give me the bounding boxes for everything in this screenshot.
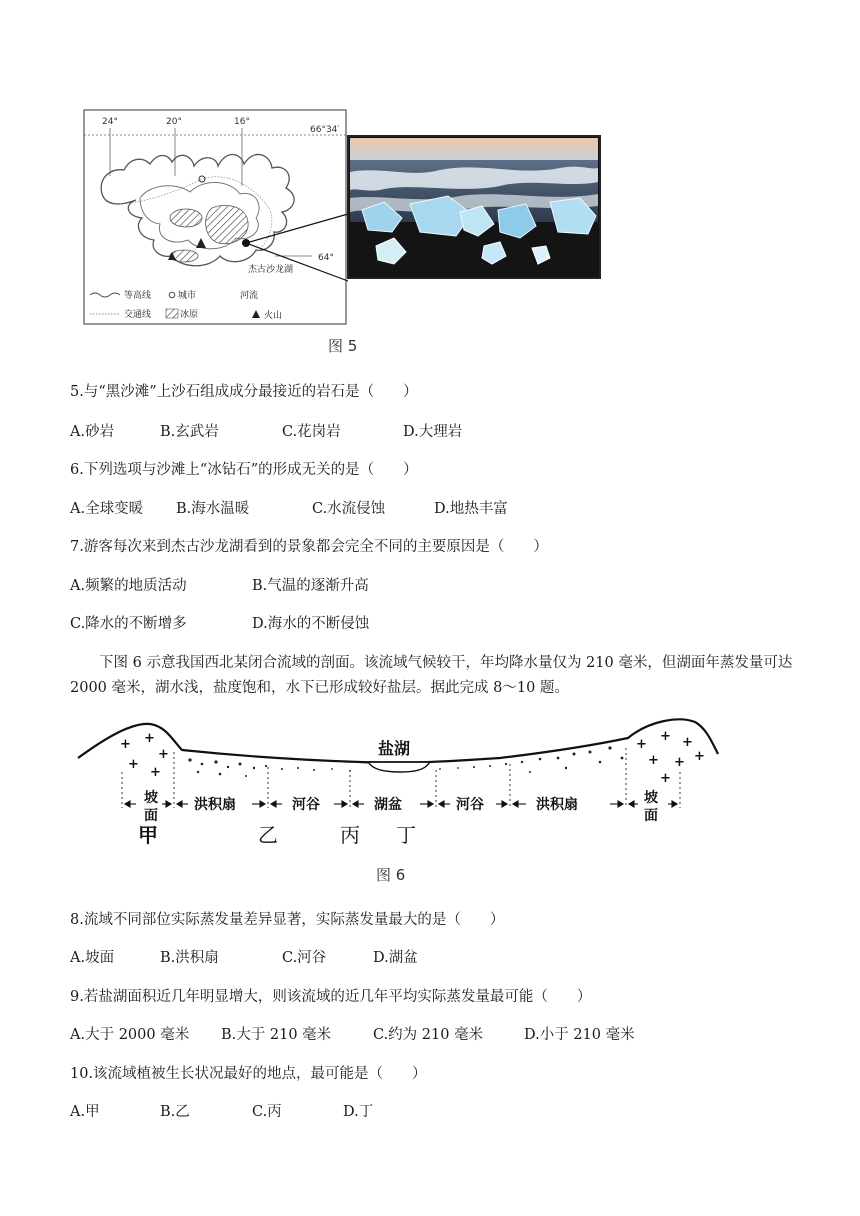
bedrock-mark: + [128,757,139,772]
lon-label: 20° [166,117,182,127]
figure-5-caption: 图 5 [328,337,358,355]
question-10-option-d: D.丁 [343,1104,374,1120]
question-9-option-c: C.约为 210 毫米 [373,1027,484,1043]
question-9-option-d: D.小于 210 毫米 [524,1027,635,1043]
zone-label-basin: 湖盆 [374,797,402,813]
glacier-beach-photo [348,136,600,278]
legend-river-label: 河流 [240,291,259,301]
question-8-option-a: A.坡面 [70,950,115,966]
bedrock-mark: + [636,737,647,752]
bedrock-mark: + [144,731,155,746]
bedrock-mark: + [660,771,671,786]
question-5-option-b: B.玄武岩 [160,424,219,440]
zone-label-fan-right: 洪积扇 [536,797,578,813]
salt-lake-label: 盐湖 [378,739,411,758]
lon-label: 16° [234,117,250,127]
zone-label-fan-left: 洪积扇 [194,797,236,813]
question-7: 7.游客每次来到杰古沙龙湖看到的景象都会完全不同的主要原因是（ ） [70,539,548,555]
bedrock-mark: + [694,749,705,764]
bedrock-mark: + [682,735,693,750]
question-10-option-b: B.乙 [160,1104,190,1120]
zone-label-slope-right-1: 坡 [644,790,658,806]
salt-lake-basin [368,762,430,772]
figure-6 [70,712,730,852]
iceland-map-figure [80,106,620,331]
point-jia: 甲 [138,823,158,847]
legend-transport-label: 交通线 [124,310,152,320]
question-8-option-d: D.湖盆 [373,950,418,966]
lat-label: 64° [318,253,334,263]
lat-label: 66°34′ [310,125,340,135]
question-7-option-c: C.降水的不断增多 [70,616,187,632]
bedrock-mark: + [150,765,161,780]
bedrock-mark: + [648,753,659,768]
question-9-option-a: A.大于 2000 毫米 [70,1027,190,1043]
question-6: 6.下列选项与沙滩上“冰钻石”的形成无关的是（ ） [70,462,418,478]
question-5-option-c: C.花岗岩 [282,424,341,440]
bedrock-mark: + [674,755,685,770]
bedrock-mark: + [120,737,131,752]
bedrock-mark: + [158,747,169,762]
zone-label-slope-left-1: 坡 [144,790,158,806]
figure-5 [80,106,620,331]
question-9-option-b: B.大于 210 毫米 [221,1027,332,1043]
question-6-option-a: A.全球变暖 [70,501,144,517]
lon-label: 24° [102,117,118,127]
intro-paragraph: 下图 6 示意我国西北某闭合流域的剖面。该流域气候较干，年均降水量仅为 210 毫米，但湖面年蒸发量可达 2000 毫米，湖水浅，盐度饱和，水下已形成较好盐层。据此完成 8～10 题。 [70,655,793,696]
point-bing: 丙 [340,823,360,847]
zone-label-valley-left: 河谷 [292,797,320,813]
figure-6-caption: 图 6 [376,866,406,884]
question-8-option-c: C.河谷 [282,950,327,966]
question-10-option-c: C.丙 [252,1104,282,1120]
question-8-option-b: B.洪积扇 [160,950,219,966]
zone-label-valley-right: 河谷 [456,797,484,813]
zone-label-slope-left-2: 面 [144,808,158,824]
legend-city-icon [169,292,175,298]
icefield-south [170,250,198,262]
point-ding: 丁 [396,823,416,847]
legend-icefield-icon [166,309,178,318]
icefield-west [170,209,202,227]
basin-profile-figure [70,712,730,852]
question-5-option-a: A.砂岩 [70,424,115,440]
legend-icefield-label: 冰原 [180,310,199,320]
city-icon [199,176,205,182]
question-6-option-d: D.地热丰富 [434,501,508,517]
icefield-vatnajokull [206,205,249,243]
zone-label-slope-right-2: 面 [644,808,658,824]
question-7-option-b: B.气温的逐渐升高 [252,578,369,594]
question-7-option-d: D.海水的不断侵蚀 [252,616,370,632]
question-5: 5.与“黑沙滩”上沙石组成成分最接近的岩石是（ ） [70,384,418,400]
question-9: 9.若盐湖面积近几年明显增大，则该流域的近几年平均实际蒸发量最可能（ ） [70,989,592,1005]
question-10-option-a: A.甲 [70,1104,100,1120]
question-6-option-c: C.水流侵蚀 [312,501,386,517]
bedrock-mark: + [660,729,671,744]
question-10: 10.该流域植被生长状况最好的地点，最可能是（ ） [70,1066,427,1082]
place-label: 杰古沙龙湖 [248,265,294,275]
question-8: 8.流域不同部位实际蒸发量差异显著，实际蒸发量最大的是（ ） [70,912,505,928]
legend-volcano-label: 火山 [264,311,283,321]
legend-city-label: 城市 [178,291,197,301]
question-7-option-a: A.频繁的地质活动 [70,578,187,594]
question-6-option-b: B.海水温暖 [176,501,250,517]
legend-contour-label: 等高线 [124,291,152,301]
point-yi: 乙 [258,823,278,847]
question-5-option-d: D.大理岩 [403,424,463,440]
